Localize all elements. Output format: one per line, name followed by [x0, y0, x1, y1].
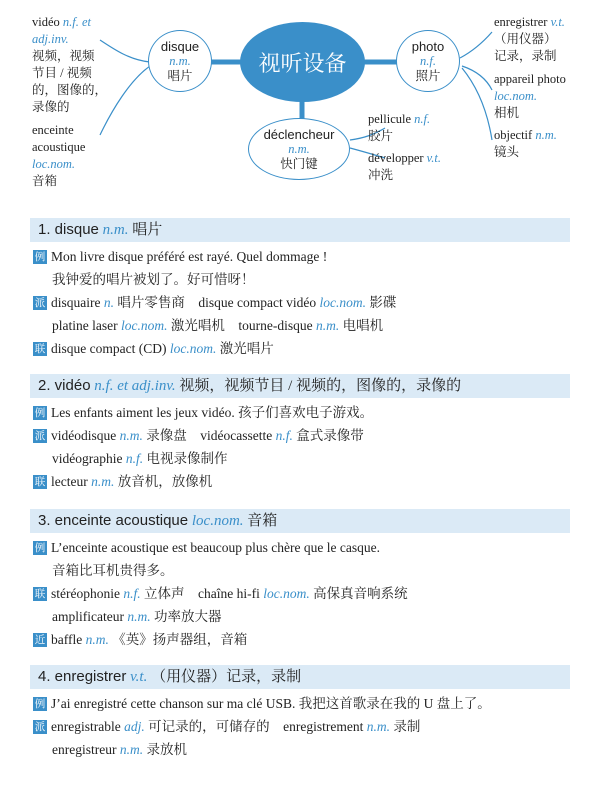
example-tag: 例	[34, 542, 46, 554]
example-line: 例 Les enfants aiment les jeux vidéo. 孩子们喜欢电子游戏。	[34, 405, 374, 420]
related-line: 联 stéréophonie n.f. 立体声 chaîne hi-fi loc.nom. 高保真音响系统	[34, 586, 408, 601]
bubble-pos: n.m.	[288, 141, 310, 156]
mm-appareil: appareil photo loc.nom. 相机	[494, 72, 566, 120]
section-header-disque: 1. disque n.m. 唱片	[30, 218, 570, 242]
bubble-pos: n.m.	[169, 53, 191, 68]
bubble-photo	[396, 30, 460, 92]
mm-video: vidéo n.f. et adj.inv. 视频，视频 节目 / 视频 的，图像的， 录像的	[32, 15, 108, 114]
related-tag: 联	[34, 588, 46, 600]
derivative-line: platine laser loc.nom. 激光唱机 tourne-disque n.m. 电唱机	[52, 318, 384, 333]
example-line: 例 L’enceinte acoustique est beaucoup plus chère que le casque.	[34, 540, 380, 555]
bubble-word: déclencheur	[263, 126, 335, 142]
section-header-enceinte: 3. enceinte acoustique loc.nom. 音箱	[30, 509, 570, 533]
bubble-disque	[148, 30, 212, 92]
section-header-enregistrer: 4. enregistrer v.t. （用仪器）记录，录制	[30, 665, 570, 689]
derivative-line: enregistreur n.m. 录放机	[52, 742, 187, 757]
bubble-zh: 照片	[415, 68, 441, 83]
mm-objectif: objectif n.m. 镜头	[494, 128, 557, 159]
derivative-line: vidéographie n.f. 电视录像制作	[52, 451, 228, 466]
derivative-line: 派 vidéodisque n.m. 录像盘 vidéocassette n.f. 盒式录像带	[34, 428, 364, 443]
bubble-declencheur	[248, 118, 350, 180]
derivative-tag: 派	[34, 430, 46, 442]
synonym-tag: 近	[34, 634, 46, 646]
derivative-tag: 派	[34, 297, 46, 309]
derivative-tag: 派	[34, 721, 46, 733]
related-line: 联 lecteur n.m. 放音机，放像机	[34, 474, 213, 489]
mm-pellicule: pellicule n.f. 胶片	[368, 112, 431, 143]
related-line: amplificateur n.m. 功率放大器	[52, 609, 222, 624]
bubble-zh: 唱片	[167, 68, 193, 83]
example-translation: 音箱比耳机贵得多。	[52, 563, 174, 578]
example-tag: 例	[34, 698, 46, 710]
bubble-word: disque	[160, 38, 200, 54]
example-translation: 我钟爱的唱片被划了。好可惜呀！	[52, 272, 255, 287]
related-tag: 联	[34, 476, 46, 488]
related-line: 联 disque compact (CD) loc.nom. 激光唱片	[34, 341, 274, 356]
example-tag: 例	[34, 407, 46, 419]
mm-enregistrer: enregistrer v.t. （用仪器） 记录，录制	[494, 15, 565, 63]
example-line: 例 Mon livre disque préféré est rayé. Quel dommage !	[34, 249, 328, 264]
synonym-line: 近 baffle n.m. 《英》扬声器组，音箱	[34, 632, 248, 647]
section-header-video: 2. vidéo n.f. et adj.inv. 视频，视频节目 / 视频的，图像的，录像的	[30, 374, 570, 398]
bubble-zh: 快门键	[280, 156, 318, 171]
bubble-pos: n.f.	[420, 53, 436, 68]
mm-developper: développer v.t. 冲洗	[368, 151, 441, 182]
mm-enceinte: enceinte acoustique loc.nom. 音箱	[32, 123, 86, 188]
example-tag: 例	[34, 251, 46, 263]
bubble-word: photo	[411, 38, 445, 54]
related-tag: 联	[34, 343, 46, 355]
example-line: 例 J’ai enregistré cette chanson sur ma clé USB. 我把这首歌录在我的 U 盘上了。	[34, 696, 491, 711]
derivative-line: 派 enregistrable adj. 可记录的，可储存的 enregistrement n.m. 录制	[34, 719, 421, 734]
mindmap-center: 视听设备	[240, 22, 365, 102]
derivative-line: 派 disquaire n. 唱片零售商 disque compact vidéo loc.nom. 影碟	[34, 295, 397, 310]
